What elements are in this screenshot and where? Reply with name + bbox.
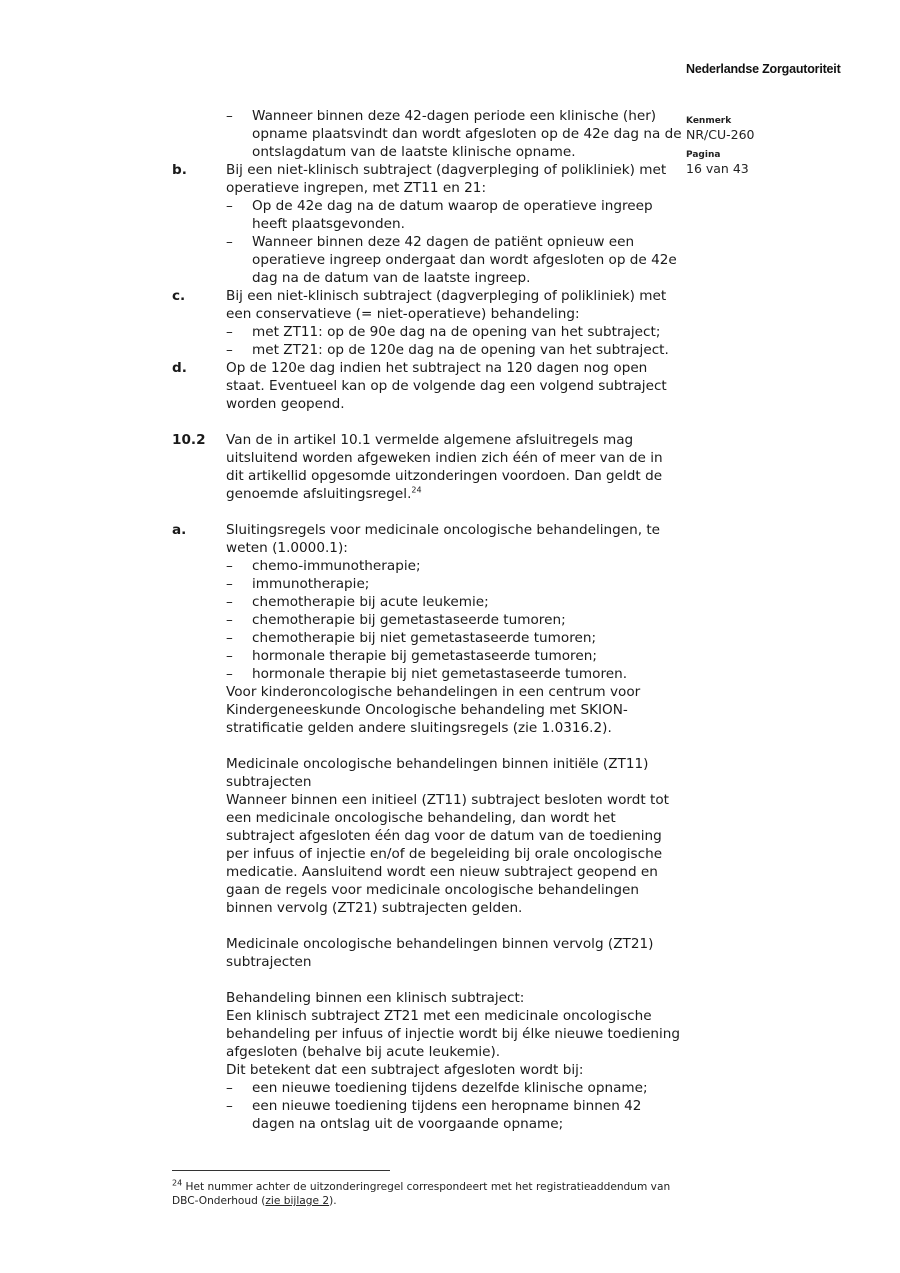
item-d <box>172 359 682 413</box>
item-marker: d. <box>172 360 187 376</box>
list-item: – Wanneer binnen deze 42 dagen de patiënt opnieuw een operatieve ingreep ondergaat dan wordt afgesloten op de 42e dag na de datum van de laatste ingreep. <box>226 234 677 286</box>
appendix-link[interactable]: zie bijlage 2 <box>265 1195 330 1207</box>
dash-bullet-icon: – <box>226 324 233 340</box>
item-note: Voor kinderoncologische behandelingen in een centrum voor Kindergeneeskunde Oncologische behandeling met SKION-stratificatie gelden andere sluitingsregels (zie 1.0316.2). <box>226 684 641 736</box>
item-text: Bij een niet-klinisch subtraject (dagverpleging of polikliniek) met een conservatieve (= niet-operatieve) behandeling: <box>226 288 667 322</box>
dash-bullet-icon: – <box>226 594 233 610</box>
dash-bullet-icon: – <box>226 648 233 664</box>
list-item: – een nieuwe toediening tijdens dezelfde klinische opname; <box>226 1080 648 1096</box>
list-item: – chemotherapie bij acute leukemie; <box>226 594 489 610</box>
list-item: – met ZT21: op de 120e dag na de opening van het subtraject. <box>226 342 669 358</box>
item-marker: a. <box>172 522 187 538</box>
list-item: – chemo-immunotherapie; <box>226 558 421 574</box>
article-10-2 <box>172 431 682 503</box>
list-item: – hormonale therapie bij niet gemetastaseerde tumoren. <box>226 666 628 682</box>
item-marker: c. <box>172 288 186 304</box>
organization-header: Nederlandse Zorgautoriteit <box>686 62 841 76</box>
list-item: – een nieuwe toediening tijdens een heropname binnen 42 dagen na ontslag uit de voorgaande opname; <box>226 1098 642 1132</box>
article-number: 10.2 <box>172 432 206 448</box>
dash-bullet-icon: – <box>226 576 233 592</box>
footnote-reference[interactable]: 24 <box>411 485 422 495</box>
dash-bullet-icon: – <box>226 234 233 250</box>
list-item: – Wanneer binnen deze 42-dagen periode een klinische (her) opname plaatsvindt dan wordt afgesloten op de 42e dag na de ontslagdatum van de laatste klinische opname. <box>226 108 682 160</box>
zt11-heading: Medicinale oncologische behandelingen binnen initiële (ZT11) subtrajecten <box>226 756 649 790</box>
pagina-value: 16 van 43 <box>686 161 749 176</box>
dash-bullet-icon: – <box>226 198 233 214</box>
dash-bullet-icon: – <box>226 630 233 646</box>
klinisch-heading: Behandeling binnen een klinisch subtraject: <box>226 990 525 1006</box>
dash-bullet-icon: – <box>226 558 233 574</box>
item-marker: b. <box>172 162 187 178</box>
pagina-label: Pagina <box>686 150 721 160</box>
list-item: – hormonale therapie bij gemetastaseerde tumoren; <box>226 648 597 664</box>
dash-bullet-icon: – <box>226 1098 233 1114</box>
dash-bullet-icon: – <box>226 342 233 358</box>
dash-bullet-icon: – <box>226 1080 233 1096</box>
item-c <box>172 287 682 359</box>
item-a <box>172 521 682 1133</box>
dash-bullet-icon: – <box>226 108 233 124</box>
zt11-text: Wanneer binnen een initieel (ZT11) subtraject besloten wordt tot een medicinale oncologische behandeling, dan wordt het subtraject afgesloten één dag voor de datum van de toediening per infuus of injectie en/of de begeleiding bij orale oncologische medicatie. Aansluitend wordt een nieuw subtraject geopend en gaan de regels voor medicinale oncologische behandelingen binnen vervolg (ZT21) subtrajecten gelden. <box>226 792 669 916</box>
klinisch-text: Een klinisch subtraject ZT21 met een medicinale oncologische behandeling per infuus of injectie wordt bij élke nieuwe toediening afgesloten (behalve bij acute leukemie). <box>226 1008 680 1060</box>
item-b <box>172 161 682 287</box>
dash-bullet-icon: – <box>226 612 233 628</box>
list-item: – met ZT11: op de 90e dag na de opening van het subtraject; <box>226 324 661 340</box>
kenmerk-label: Kenmerk <box>686 116 732 126</box>
list-item: – chemotherapie bij niet gemetastaseerde tumoren; <box>226 630 597 646</box>
item-text: Op de 120e dag indien het subtraject na 120 dagen nog open staat. Eventueel kan op de volgende dag een volgend subtraject worden geopend. <box>226 360 667 412</box>
item-text: Bij een niet-klinisch subtraject (dagverpleging of polikliniek) met operatieve ingrepen, met ZT11 en 21: <box>226 162 667 196</box>
list-item: – immunotherapie; <box>226 576 370 592</box>
footnote: $^{24}$ Het nummer achter de uitzonderingregel correspondeert met het registratieaddendum van DBC-Onderhoud (zie bijlage 2). <box>172 1178 671 1207</box>
kenmerk-value: NR/CU-260 <box>686 127 755 142</box>
document-meta-sidebar <box>686 115 806 183</box>
footnote-divider <box>172 1170 390 1171</box>
article-text: Van de in artikel 10.1 vermelde algemene afsluitregels mag uitsluitend worden afgeweken indien zich één of meer van de in dit artikellid opgesomde uitzonderingen voordoen. Dan geldt de genoemde afsluitingsregel.$^{24}$ <box>226 432 663 502</box>
list-item: – chemotherapie bij gemetastaseerde tumoren; <box>226 612 566 628</box>
document-body <box>172 107 682 1133</box>
footnote-number: 24 <box>172 1178 183 1188</box>
intro-bullet-block <box>172 107 682 161</box>
zt21-heading: Medicinale oncologische behandelingen binnen vervolg (ZT21) subtrajecten <box>226 936 654 970</box>
list-item: – Op de 42e dag na de datum waarop de operatieve ingreep heeft plaatsgevonden. <box>226 198 653 232</box>
item-text: Sluitingsregels voor medicinale oncologische behandelingen, te weten (1.0000.1): <box>226 522 661 556</box>
dash-bullet-icon: – <box>226 666 233 682</box>
klinisch-intro: Dit betekent dat een subtraject afgesloten wordt bij: <box>226 1062 584 1078</box>
